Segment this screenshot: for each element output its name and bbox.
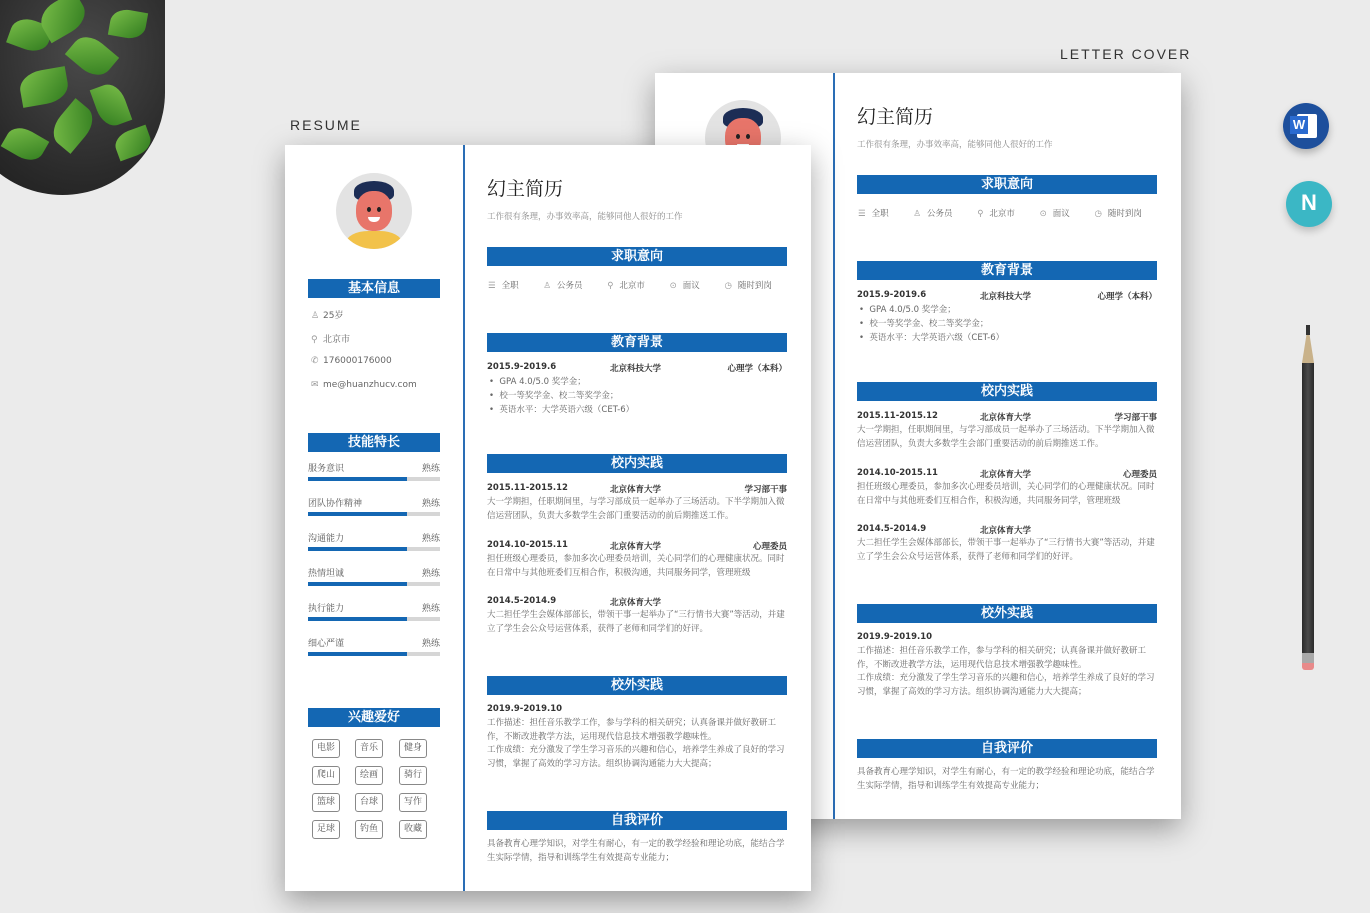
skill-row: [308, 531, 440, 544]
cover-intention-row: [858, 207, 1142, 219]
skill-level: 熟练: [421, 464, 440, 474]
coin-icon: ⊙: [669, 281, 677, 291]
mail-icon: ✉: [311, 380, 319, 390]
campus-entry-head: 2015.11-2015.12 北京体育大学 学习部干事: [857, 411, 1157, 423]
cover-name: 幻主简历: [857, 106, 934, 128]
self-eval-header: 自我评价: [487, 811, 787, 830]
campus-entry-head: 2015.11-2015.12 北京体育大学 学习部干事: [487, 483, 787, 495]
education-bullet: • 英语水平：大学英语六级（CET-6）: [489, 405, 635, 415]
skill-name: 团队协作精神: [308, 499, 363, 509]
education-bullet: • 校一等奖学金、校二等奖学金；: [489, 391, 619, 401]
skill-bar: [308, 582, 440, 586]
skill-bar-fill: [308, 512, 407, 516]
resume-label: RESUME: [290, 117, 362, 133]
location-icon: ⚲: [977, 209, 984, 219]
intention-item: 面议: [1052, 209, 1070, 219]
avatar: [336, 173, 412, 249]
person-icon: ♙: [913, 209, 921, 219]
campus-entry-head: 2014.5-2014.9 北京体育大学: [857, 524, 1032, 536]
hobbies-header: 兴趣爱好: [308, 708, 440, 727]
resume-slogan: 工作很有条理，办事效率高，能够同他人很好的工作: [487, 212, 683, 222]
pencil-decoration: [1300, 325, 1316, 670]
skill-row: [308, 636, 440, 649]
skill-bar: [308, 547, 440, 551]
skill-level: 熟练: [421, 499, 440, 509]
offcampus-text: 工作描述：担任音乐教学工作，参与学科的相关研究；认真备课并做好教研工作，不断改进教学方法，运用现代信息技术增强教学趣味性。: [487, 718, 777, 742]
skills-header: 技能特长: [308, 433, 440, 452]
campus-entry-head: 2014.10-2015.11 北京体育大学 心理委员: [857, 468, 1157, 480]
campus-header: 校内实践: [487, 454, 787, 473]
intention-item: 公务员: [556, 281, 583, 291]
education-bullet: • GPA 4.0/5.0 奖学金；: [859, 305, 956, 315]
skill-name: 细心严谨: [308, 639, 345, 649]
self-eval-text: 具备教育心理学知识，对学生有耐心，有一定的教学经验和理论功底，能结合学生实际学情，指导和训练学生有效提高专业能力；: [487, 839, 785, 863]
skill-bar-fill: [308, 617, 407, 621]
period: 2015.9-2019.6: [857, 290, 927, 300]
campus-entry-text: 大二担任学生会媒体部部长，带领干事一起举办了“三行情书大赛”等活动，并建立了学生会公众号运营体系，获得了老师和同学们的好评。: [487, 610, 785, 634]
resume-sidebar: [285, 145, 463, 891]
skill-level: 熟练: [421, 534, 440, 544]
hobby-tag: 写作: [399, 793, 427, 812]
intention-item: 随时到岗: [737, 281, 772, 291]
hobby-tag: 健身: [399, 739, 427, 758]
basic-info-header: 基本信息: [308, 279, 440, 298]
hobby-tag: 钓鱼: [355, 820, 383, 839]
period: 2015.9-2019.6: [487, 362, 557, 372]
skill-name: 沟通能力: [308, 534, 345, 544]
skill-row: [308, 496, 440, 509]
campus-entry-text: 大一学期担，任职期间里，与学习部成员一起举办了三场活动。下半学期加入微信运营团队，负责大多数学生会部门重要活动的前后期推送工作。: [857, 425, 1155, 449]
cover-self-eval-header: 自我评价: [857, 739, 1157, 758]
list-icon: ☰: [488, 281, 496, 291]
cover-education-head: [857, 290, 1157, 300]
offcampus-header: 校外实践: [487, 676, 787, 695]
intention-item: 全职: [501, 281, 519, 291]
resume-page: [285, 145, 811, 891]
clock-icon: ◷: [724, 281, 732, 291]
skill-bar-fill: [308, 477, 407, 481]
hobby-tag: 收藏: [399, 820, 427, 839]
cover-slogan: 工作很有条理，办事效率高，能够同他人很好的工作: [857, 140, 1053, 150]
campus-entry-head: 2014.5-2014.9 北京体育大学: [487, 596, 662, 608]
user-icon: ♙: [311, 311, 320, 321]
intention-item: 北京市: [989, 209, 1015, 219]
skill-bar: [308, 652, 440, 656]
campus-entry-head: 2014.10-2015.11 北京体育大学 心理委员: [487, 540, 787, 552]
skill-row: [308, 566, 440, 579]
intention-item: 随时到岗: [1107, 209, 1142, 219]
intention-item: 北京市: [619, 281, 645, 291]
skill-name: 执行能力: [308, 604, 345, 614]
skill-bar-fill: [308, 652, 407, 656]
intention-header: 求职意向: [487, 247, 787, 266]
phone-icon: ✆: [311, 356, 319, 366]
intention-item: 公务员: [926, 209, 953, 219]
skill-level: 熟练: [421, 604, 440, 614]
hobby-tag: 绘画: [355, 766, 383, 785]
offcampus-text: 工作描述：担任音乐教学工作，参与学科的相关研究；认真备课并做好教研工作，不断改进教学方法，运用现代信息技术增强教学趣味性。: [857, 646, 1147, 670]
education-bullet: • 校一等奖学金、校二等奖学金；: [859, 319, 989, 329]
coin-icon: ⊙: [1039, 209, 1047, 219]
skill-bar-fill: [308, 582, 407, 586]
education-head: [487, 362, 787, 372]
offcampus-text: 工作成绩：充分激发了学生学习音乐的兴趣和信心，培养学生养成了良好的学习习惯，掌握了高效的学习方法。组织协调沟通能力大大提高；: [487, 745, 785, 769]
school: 北京科技大学: [980, 292, 1032, 302]
skill-level: 熟练: [421, 639, 440, 649]
offcampus-period: 2019.9-2019.10: [487, 704, 563, 714]
education-bullet: • GPA 4.0/5.0 奖学金；: [489, 377, 586, 387]
cover-campus-header: 校内实践: [857, 382, 1157, 401]
offcampus-period: 2019.9-2019.10: [857, 632, 933, 642]
major: 心理学（本科）: [1097, 292, 1157, 302]
hobby-tag: 音乐: [355, 739, 383, 758]
basic-info-age: ♙ 25岁: [311, 311, 344, 321]
hobby-tag: 电影: [312, 739, 340, 758]
person-icon: ♙: [543, 281, 551, 291]
education-bullet: • 英语水平：大学英语六级（CET-6）: [859, 333, 1005, 343]
offcampus-text: 工作成绩：充分激发了学生学习音乐的兴趣和信心，培养学生养成了良好的学习习惯，掌握了高效的学习方法。组织协调沟通能力大大提高；: [857, 673, 1155, 697]
plant-decoration: [0, 0, 170, 195]
self-eval-text: 具备教育心理学知识，对学生有耐心，有一定的教学经验和理论功底，能结合学生实际学情，指导和训练学生有效提高专业能力；: [857, 767, 1155, 791]
location-icon: ⚲: [607, 281, 614, 291]
intention-item: 全职: [871, 209, 889, 219]
basic-info-email: ✉ me@huanzhucv.com: [311, 380, 417, 390]
skill-name: 热情坦诚: [308, 569, 345, 579]
major: 心理学（本科）: [727, 364, 787, 374]
basic-info-phone: ✆ 176000176000: [311, 356, 392, 366]
hobby-tag: 骑行: [399, 766, 427, 785]
hobby-tag: 篮球: [312, 793, 340, 812]
letter-cover-label: LETTER COVER: [1060, 46, 1192, 62]
skill-bar: [308, 617, 440, 621]
n-app-icon[interactable]: N: [1286, 181, 1332, 227]
skill-name: 服务意识: [308, 464, 345, 474]
campus-entry-text: 担任班级心理委员，参加多次心理委员培训，关心同学们的心理健康状况。同时在日常中与其他班委们互相合作，积极沟通，共同服务同学，管理班级: [487, 554, 785, 578]
skill-bar-fill: [308, 547, 407, 551]
cover-offcampus-header: 校外实践: [857, 604, 1157, 623]
word-file-icon[interactable]: W: [1283, 103, 1329, 149]
skill-level: 熟练: [421, 569, 440, 579]
campus-entry-text: 大二担任学生会媒体部部长，带领干事一起举办了“三行情书大赛”等活动，并建立了学生会公众号运营体系，获得了老师和同学们的好评。: [857, 538, 1155, 562]
school: 北京科技大学: [610, 364, 662, 374]
education-header: 教育背景: [487, 333, 787, 352]
campus-entry-text: 担任班级心理委员，参加多次心理委员培训，关心同学们的心理健康状况。同时在日常中与其他班委们互相合作，积极沟通，共同服务同学，管理班级: [857, 482, 1155, 506]
skill-bar: [308, 477, 440, 481]
hobby-tag: 足球: [312, 820, 340, 839]
divider-line: [833, 73, 835, 819]
cover-intention-header: 求职意向: [857, 175, 1157, 194]
location-icon: ⚲: [311, 335, 318, 345]
skill-bar: [308, 512, 440, 516]
hobby-tag: 爬山: [312, 766, 340, 785]
resume-name: 幻主简历: [487, 178, 564, 200]
clock-icon: ◷: [1094, 209, 1102, 219]
skill-row: [308, 461, 440, 474]
basic-info-city: ⚲ 北京市: [311, 335, 351, 345]
intention-row: [488, 279, 772, 291]
list-icon: ☰: [858, 209, 866, 219]
hobby-tag: 台球: [355, 793, 383, 812]
intention-item: 面议: [682, 281, 700, 291]
campus-entry-text: 大一学期担，任职期间里，与学习部成员一起举办了三场活动。下半学期加入微信运营团队，负责大多数学生会部门重要活动的前后期推送工作。: [487, 497, 785, 521]
cover-education-header: 教育背景: [857, 261, 1157, 280]
divider-line: [463, 145, 465, 891]
skill-row: [308, 601, 440, 614]
